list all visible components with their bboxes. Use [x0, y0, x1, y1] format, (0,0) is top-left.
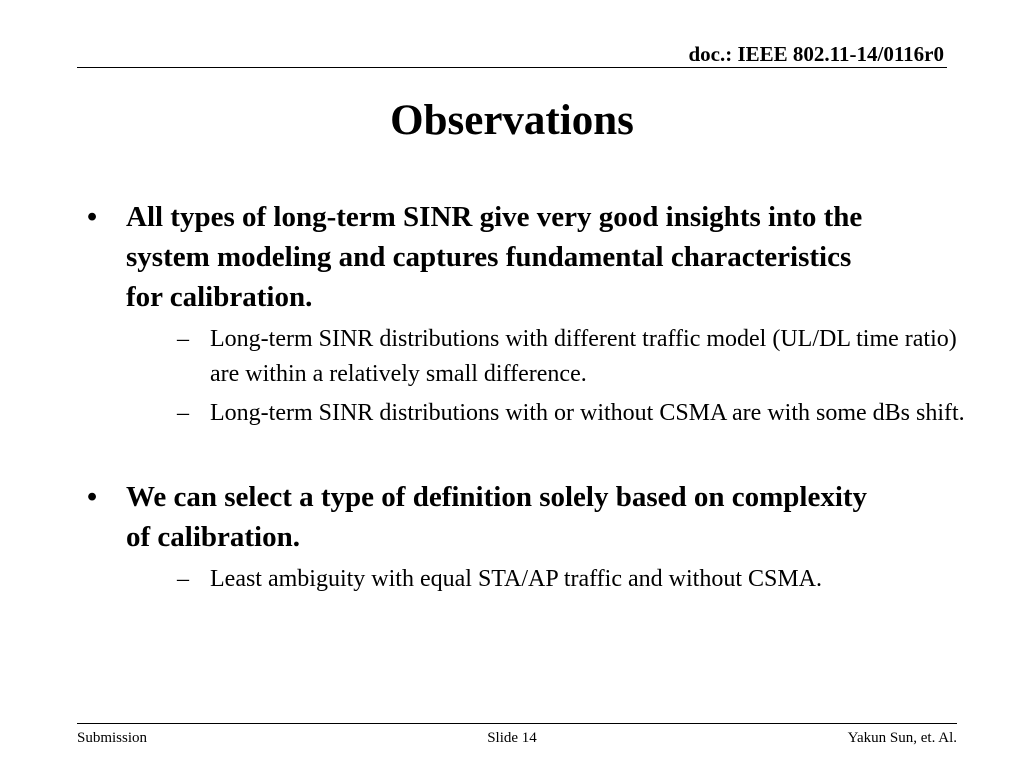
footer-author: Yakun Sun, et. Al.	[847, 730, 957, 746]
bullet-text: We can select a type of definition solely based on complexity of calibration.	[126, 481, 868, 553]
sub-bullet-item	[126, 322, 957, 392]
dash-marker: –	[177, 566, 189, 592]
bullet-item	[87, 197, 965, 431]
dash-marker: –	[177, 400, 189, 426]
slide-body	[87, 197, 965, 601]
sub-bullet-text: Least ambiguity with equal STA/AP traffic and without CSMA.	[210, 566, 823, 592]
dash-marker: –	[177, 326, 189, 352]
slide-title: Observations	[390, 97, 634, 144]
bullet-marker: •	[87, 201, 98, 233]
document-id: doc.: IEEE 802.11-14/0116r0	[688, 42, 944, 66]
footer-submission: Submission	[77, 730, 148, 746]
footer-divider	[77, 723, 957, 724]
bullet-item	[87, 477, 947, 597]
sub-bullet-item	[126, 562, 947, 597]
bullet-marker: •	[87, 481, 98, 513]
sub-bullet-list	[126, 562, 947, 597]
sub-bullet-list	[126, 322, 965, 431]
sub-bullet-text: Long-term SINR distributions with different traffic model (UL/DL time ratio) are within a relatively small difference.	[210, 326, 957, 387]
sub-bullet-item	[126, 396, 965, 431]
footer-slide-number: Slide 14	[487, 730, 537, 746]
spacer	[87, 435, 947, 477]
header-divider	[77, 67, 947, 68]
bullet-text: All types of long-term SINR give very good insights into the system modeling and captures fundamental characteristics for calibration.	[126, 201, 863, 313]
sub-bullet-text: Long-term SINR distributions with or without CSMA are with some dBs shift.	[210, 400, 965, 426]
